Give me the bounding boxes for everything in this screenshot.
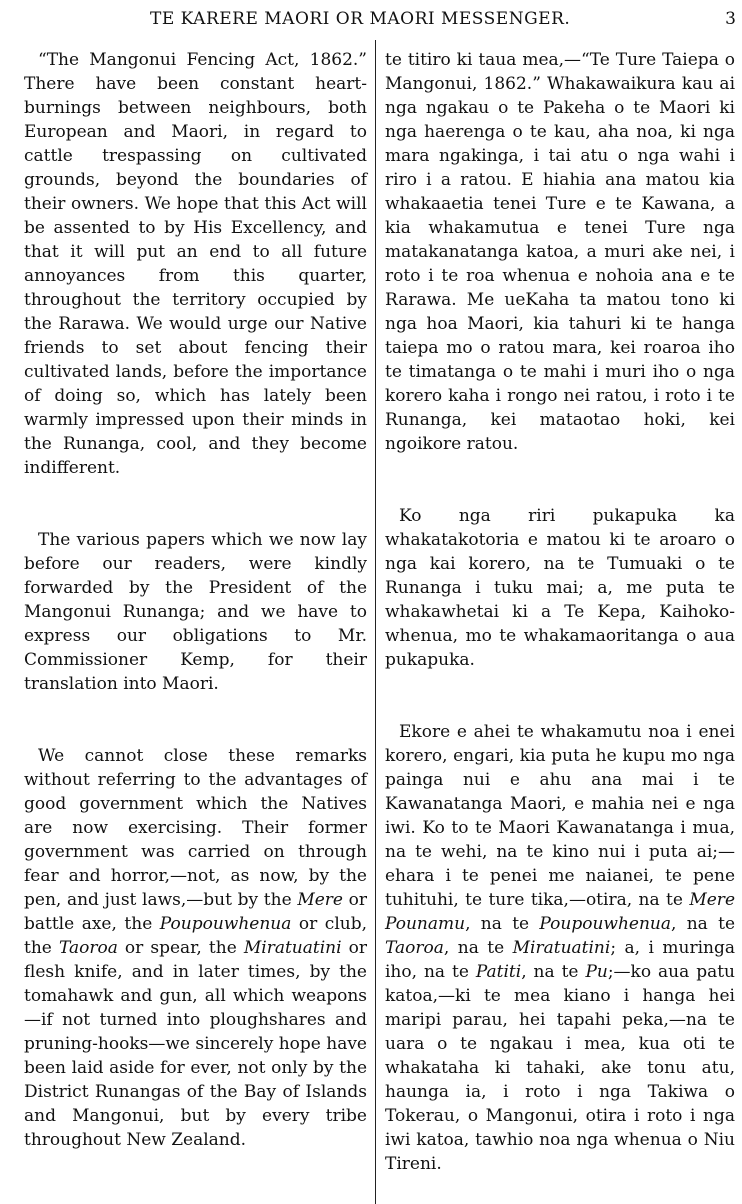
term-miratuatini: Miratuatini	[243, 938, 342, 958]
term-taoroa: Taoroa	[58, 938, 118, 958]
paragraph-gap	[24, 480, 367, 528]
page-header	[0, 0, 742, 40]
term-mere: Mere	[297, 890, 343, 910]
paragraph-gap	[24, 696, 367, 744]
term-patiti: Patiti	[475, 962, 522, 982]
maori-paragraph-fencing-act: te titiro ki taua mea,—“Te Ture Taiepa o Mangonui, 1862.” Whakawaikura kau ai nga ngakau o te Pakeha o te Maori ki nga haerenga o te kau, aha noa, ki nga mara ngakinga, i tai atu o nga wahi i riro i a ratou. E hiahia ana matou kia whakaaetia tenei Ture e te Kawana, a kia whakamutua e tenei Ture nga matakanatanga katoa, a muri ake nei, i roto i te roa whenua e nohoia ana e te Rarawa. Me ueKaha ta matou tono ki nga hoa Maori, kia tahuri ki te hanga taiepa mo o ratou mara, kei roaroa iho te timatanga o te mahi i muri iho o nga korero kaha i rongo nei ratou, i roto i te Runanga, kei mataotao hoki, kei ngoikore ratou.	[385, 50, 735, 454]
english-paragraph-government: We cannot close these remarks without referring to the advantages of good government which the Natives are now exercising. Their former government was carried on through fear and horror,—not, as now, by the pen, and just laws,—but by the Mere or battle axe, the Poupouwhenua or club, the Taoroa or spear, the Miratuatini or flesh knife, and in later times, by the tomahawk and gun, all which weapons—if not turned into ploughshares and pruning-hooks—we sincerely hope have been laid aside for ever, not only by the District Runangas of the Bay of Islands and Mangonui, but by every tribe throughout New Zealand.	[24, 746, 368, 1150]
term-mere-pounamu: Mere Pounamu	[385, 890, 735, 934]
term-pu: Pu	[585, 962, 608, 982]
english-column	[24, 48, 367, 1152]
masthead-title: TE KARERE MAORI OR MAORI MESSENGER.	[150, 9, 571, 29]
page-number: 3	[725, 9, 736, 29]
maori-paragraph-papers: Ko nga riri pukapuka ka whakatakotoria e matou ki te aroaro o nga kai korero, na te Tumuaki o te Runanga i tuku mai; a, me puta te whakawhetai ki a Te Kepa, Kaihoko-whenua, mo te whakamaoritanga o aua pukapuka.	[385, 506, 735, 670]
maori-column	[385, 48, 735, 1176]
english-paragraph-fencing-act: “The Mangonui Fencing Act, 1862.” There have been constant heart-burnings between neighbours, both European and Maori, in regard to cattle trespassing on cultivated grounds, beyond the boundaries of their owners. We hope that this Act will be assented to by His Excellency, and that it will put an end to all future annoyances from this quarter, throughout the territory occupied by the Rarawa. We would urge our Native friends to set about fencing their cultivated lands, before the importance of doing so, which has lately been warmly impressed upon their minds in the Runanga, cool, and they become indifferent.	[24, 50, 367, 478]
column-divider	[375, 40, 376, 1204]
term-miratuatini: Miratuatini	[512, 938, 611, 958]
english-paragraph-papers: The various papers which we now lay before our readers, were kindly forwarded by the President of the Mangonui Runanga; and we have to express our obligations to Mr. Commissioner Kemp, for their translation into Maori.	[24, 530, 367, 694]
term-taoroa: Taoroa	[385, 938, 444, 958]
term-poupouwhenua: Poupouwhenua	[159, 914, 292, 934]
maori-paragraph-government: Ekore e ahei te whakamutu noa i enei korero, engari, kia puta he kupu mo nga painga nui e ahu ana mai i te Kawanatanga Maori, e mahia nei e nga iwi. Ko to te Maori Kawanatanga i mua, na te wehi, na te kino nui i puta ai;—ehara i te penei me naianei, te pene tuhituhi, te ture tika,—otira, na te Mere Pounamu, na te Poupouwhenua, na te Taoroa, na te Miratuatini; a, i muringa iho, na te Patiti, na te Pu;—ko aua patu katoa,—ki te mea kiano i hanga hei maripi parau, hei tapahi peka,—na te uara o te ngakau i mea, kua oti te whakataha ki tahaki, ake tonu atu, haunga ia, i roto i nga Takiwa o Tokerau, o Mangonui, otira i roto i nga iwi katoa, tawhio noa nga whenua o Niu Tireni.	[385, 722, 736, 1174]
term-poupouwhenua: Poupouwhenua	[539, 914, 671, 934]
paragraph-gap	[385, 456, 735, 504]
paragraph-gap	[385, 672, 735, 720]
